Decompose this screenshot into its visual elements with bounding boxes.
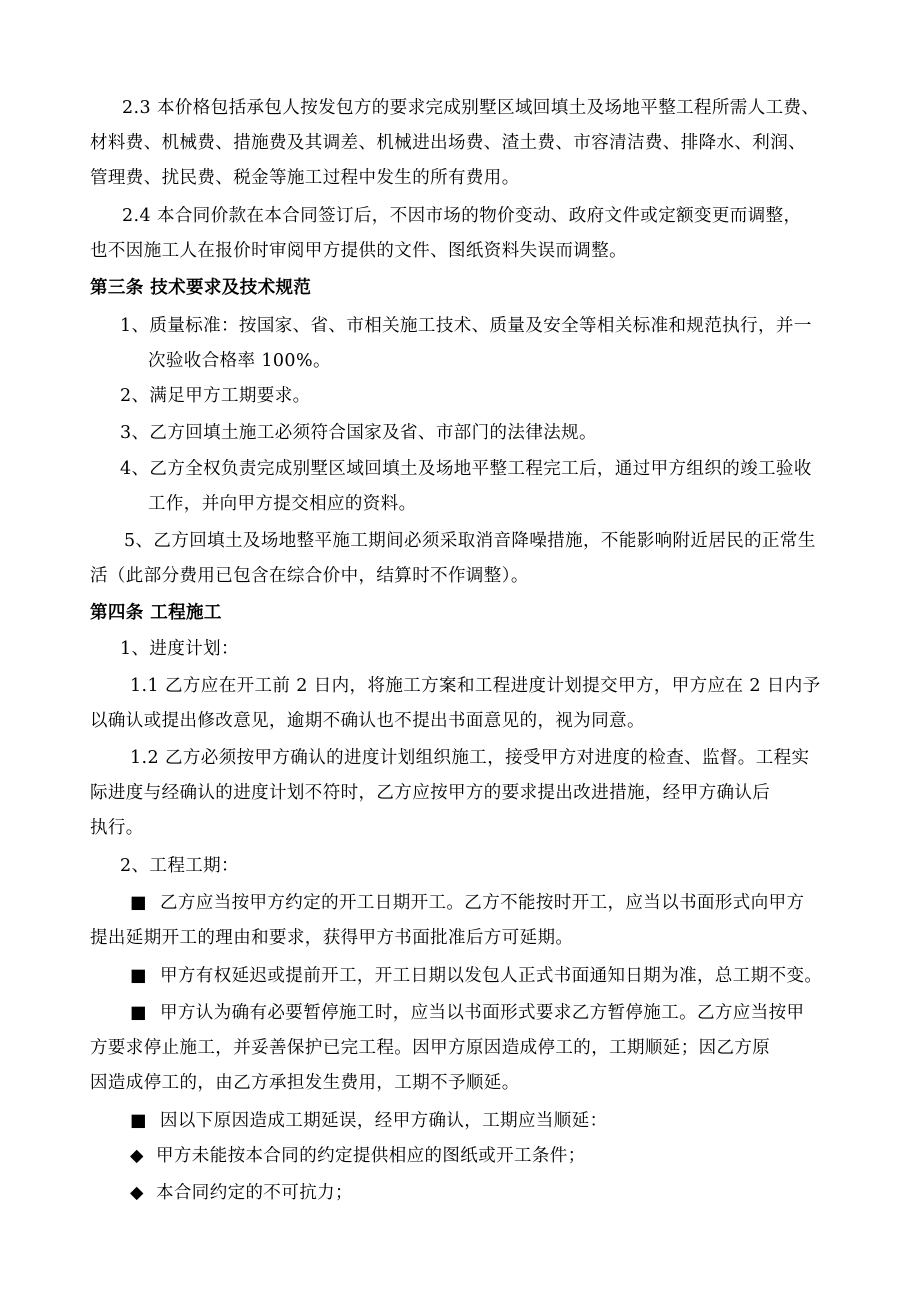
- bullet-para-1-line-2: 提出延期开工的理由和要求，获得甲方书面批准后方可延期。: [90, 928, 574, 948]
- square-bullet-icon: ■: [130, 893, 147, 913]
- bullet-para-4: [130, 1110, 608, 1132]
- diamond-item-1: [130, 1145, 586, 1167]
- para-2-4-line-2: 也不因施工人在报价时审阅甲方提供的文件、图纸资料失误而调整。: [90, 241, 627, 261]
- item-3-5-line-1: 5、乙方回填土及场地整平施工期间必须采取消音降噪措施，不能影响附近居民的正常生: [124, 531, 816, 551]
- bullet-para-2-text: 甲方有权延迟或提前开工，开工日期以发包人正式书面通知日期为准，总工期不变。: [160, 966, 823, 986]
- item-3-3: 3、乙方回填土施工必须符合国家及省、市部门的法律法规。: [120, 423, 597, 443]
- diamond-item-2: [130, 1182, 353, 1204]
- para-2-3-line-3: 管理费、扰民费、税金等施工过程中发生的所有费用。: [90, 168, 520, 188]
- item-3-2: 2、满足甲方工期要求。: [120, 386, 311, 406]
- para-2-3-line-1: 2.3 本价格包括承包人按发包方的要求完成别墅区域回填土及场地平整工程所需人工费、: [122, 98, 820, 118]
- para-1-2-line-2: 际进度与经确认的进度计划不符时，乙方应按甲方的要求提出改进措施，经甲方确认后: [90, 783, 771, 803]
- para-1-2-line-1: 1.2 乙方必须按甲方确认的进度计划组织施工，接受甲方对进度的检查、监督。工程实: [130, 748, 810, 768]
- square-bullet-icon: ■: [130, 1003, 147, 1023]
- diamond-item-1-text: 甲方未能按本合同的约定提供相应的图纸或开工条件；: [156, 1146, 586, 1166]
- item-4-2-title: 2、工程工期：: [120, 856, 239, 876]
- item-3-5-line-2: 活（此部分费用已包含在综合价中，结算时不作调整）。: [90, 566, 529, 586]
- para-1-2-line-3: 执行。: [90, 818, 144, 838]
- diamond-item-2-text: 本合同约定的不可抗力；: [156, 1183, 353, 1203]
- square-bullet-icon: ■: [130, 966, 147, 986]
- bullet-para-4-text: 因以下原因造成工期延误，经甲方确认，工期应当顺延：: [160, 1111, 608, 1131]
- para-2-4-line-1: 2.4 本合同价款在本合同签订后，不因市场的物价变动、政府文件或定额变更而调整，: [122, 206, 802, 226]
- item-3-1-line-1: 1、质量标准：按国家、省、市相关施工技术、质量及安全等相关标准和规范执行，并一: [120, 316, 812, 336]
- para-2-3-line-2: 材料费、机械费、措施费及其调差、机械进出场费、渣土费、市容清洁费、排降水、利润、: [90, 133, 806, 153]
- item-3-1-line-2: 次验收合格率 100%。: [148, 351, 331, 371]
- bullet-para-2: [130, 965, 822, 987]
- item-3-4-line-2: 工作，并向甲方提交相应的资料。: [148, 494, 417, 514]
- diamond-bullet-icon: ◆: [130, 1183, 144, 1203]
- square-bullet-icon: ■: [130, 1111, 147, 1131]
- heading-article-4: 第四条 工程施工: [90, 603, 222, 623]
- item-4-1-title: 1、进度计划：: [120, 639, 239, 659]
- para-1-1-line-1: 1.1 乙方应在开工前 2 日内，将施工方案和工程进度计划提交甲方，甲方应在 2 日内予: [130, 676, 821, 696]
- bullet-para-3-line-1: [130, 1002, 804, 1024]
- bullet-para-3-text: 甲方认为确有必要暂停施工时，应当以书面形式要求乙方暂停施工。乙方应当按甲: [160, 1003, 805, 1023]
- diamond-bullet-icon: ◆: [130, 1146, 144, 1166]
- item-3-4-line-1: 4、乙方全权负责完成别墅区域回填土及场地平整工程完工后，通过甲方组织的竣工验收: [120, 459, 812, 479]
- bullet-para-3-line-3: 因造成停工的，由乙方承担发生费用，工期不予顺延。: [90, 1073, 520, 1093]
- bullet-para-1-line-1: [130, 892, 804, 914]
- heading-article-3: 第三条 技术要求及技术规范: [90, 278, 312, 298]
- bullet-para-3-line-2: 方要求停止施工，并妥善保护已完工程。因甲方原因造成停工的，工期顺延；因乙方原: [90, 1038, 771, 1058]
- bullet-para-1-text: 乙方应当按甲方约定的开工日期开工。乙方不能按时开工，应当以书面形式向甲方: [160, 893, 805, 913]
- para-1-1-line-2: 以确认或提出修改意见，逾期不确认也不提出书面意见的，视为同意。: [90, 711, 645, 731]
